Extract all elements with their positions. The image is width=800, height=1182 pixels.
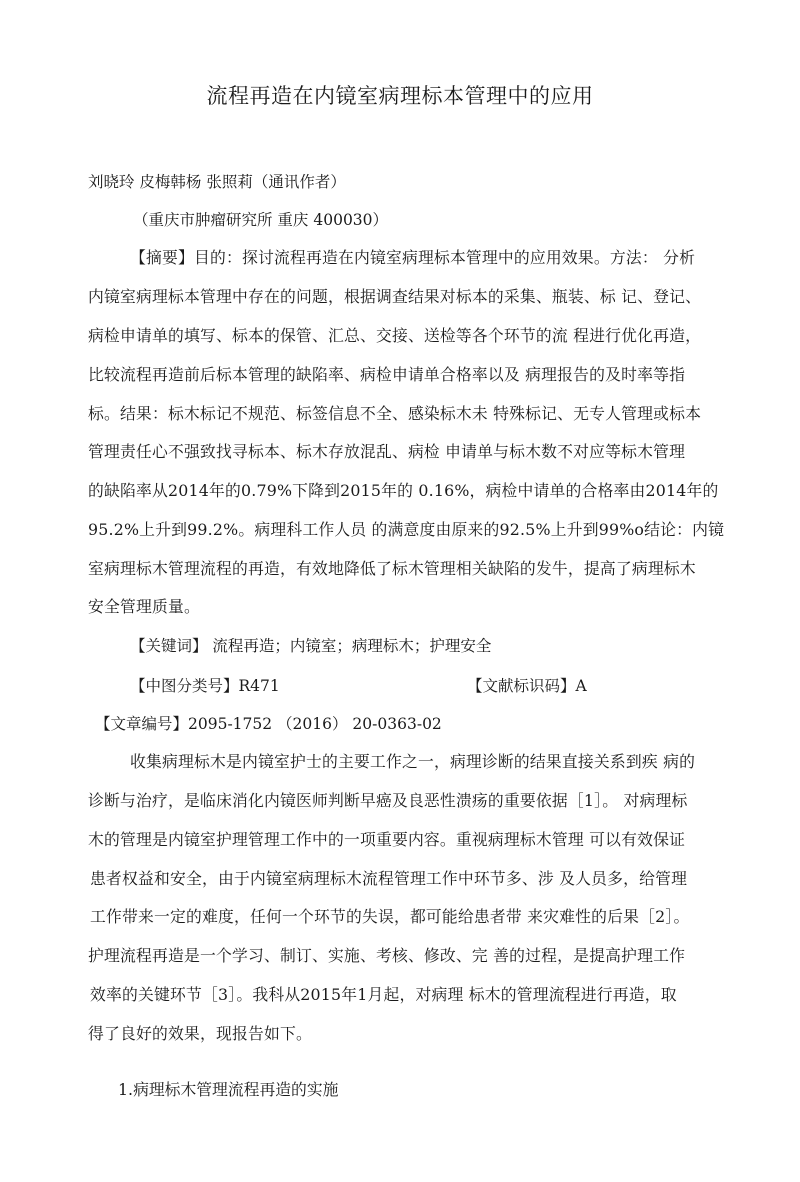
intro-line: 收集病理标木是内镜室护士的主要工作之一，病理诊断的结果直接关系到疾 病的 — [130, 752, 696, 771]
article-number: 【文章编号】2095-1752 （2016） 20-0363-02 — [95, 715, 442, 733]
intro-line: 护理流程再造是一个学习、制订、实施、考核、修改、完 善的过程，是提高护理工作 — [88, 946, 686, 965]
abstract-line: 标。结果：标木标记不规范、标签信息不全、感染标木未 特殊标记、无专人管理或标本 — [88, 404, 702, 423]
intro-line: 诊断与治疗，是临床消化内镜医师判断早癌及良恶性溃疡的重要依据［1］。 对病理标 — [88, 791, 688, 810]
intro-line: 效率的关键环节［3］。我科从2015年1月起，对病理 标木的管理流程进行再造，取 — [90, 985, 677, 1004]
paper-title: 流程再造在内镜室病理标本管理中的应用 — [206, 84, 594, 108]
abstract-line: 内镜室病理标本管理中存在的问题，根据调查结果对标本的采集、瓶装、标 记、登记、 — [88, 287, 702, 306]
intro-line: 木的管理是内镜室护理管理工作中的一项重要内容。重视病理标木管理 可以有效保证 — [88, 830, 686, 849]
section-heading: 1.病理标木管理流程再造的实施 — [118, 1080, 339, 1099]
abstract-line: 室病理标木管理流程的再造，有效地降低了标木管理相关缺陷的发牛，提高了病理标木 — [88, 559, 696, 578]
intro-line: 患者权益和安全，由于内镜室病理标木流程管理工作中环节多、涉 及人员多，给管理 — [90, 869, 688, 888]
abstract-line: 安全管理质量。 — [88, 597, 200, 616]
abstract-line: 【摘要】目的：探讨流程再造在内镜室病理标本管理中的应用效果。方法： 分析 — [130, 248, 696, 267]
clc-number: 【中图分类号】R471 — [130, 677, 280, 695]
abstract-line: 管理责任心不强致找寻标本、标木存放混乱、病检 申请单与标木数不对应等标木管理 — [88, 442, 686, 461]
authors: 刘晓玲 皮梅韩杨 张照莉（通讯作者） — [88, 173, 346, 191]
document-code: 【文献标识码】A — [467, 677, 587, 695]
keywords: 【关键词】 流程再造；内镜室；病理标木；护理安全 — [130, 637, 492, 655]
intro-line: 工作带来一定的难度，任何一个环节的失误，都可能给患者带 来灾难性的后果［2］。 — [90, 907, 690, 926]
abstract-line: 病检申请单的填写、标本的保管、汇总、交接、送检等各个环节的流 程进行优化再造， — [88, 326, 702, 345]
abstract-line: 比较流程再造前后标本管理的缺陷率、病检申请单合格率以及 病理报告的及时率等指 — [88, 365, 686, 384]
abstract-line: 的缺陷率从2014年的0.79%下降到2015年的 0.16%，病检中请单的合格率由2014年的 — [88, 481, 719, 500]
intro-line: 得了良好的效果，现报告如下。 — [88, 1024, 312, 1043]
affiliation: （重庆市肿瘤研究所 重庆 400030） — [133, 211, 389, 229]
abstract-line: 95.2%上升到99.2%。病理科工作人员 的满意度由原来的92.5%上升到99%o结论：内镜 — [88, 520, 725, 539]
